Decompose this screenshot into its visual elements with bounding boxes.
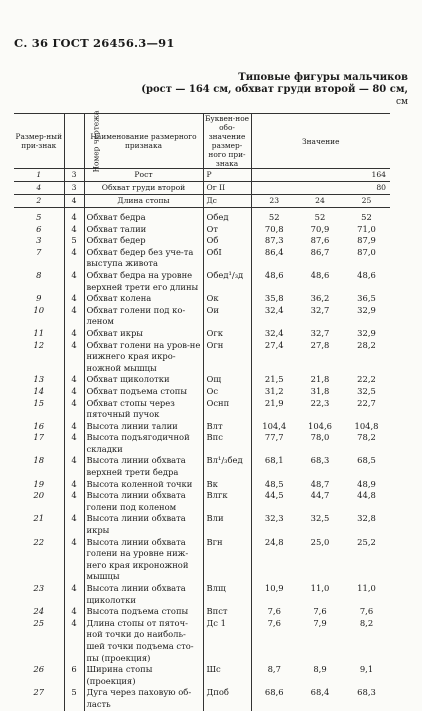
cell-sheet: 4 xyxy=(64,513,84,536)
cell-sheet: 4 xyxy=(64,374,84,386)
cell-name: Обхват голени под ко-леном xyxy=(84,305,203,328)
cell-sheet: 3 xyxy=(64,169,84,182)
cell-value-2: 21,8 xyxy=(310,374,330,385)
cell-name: Обхват икры xyxy=(84,328,203,340)
cell-sheet: 4 xyxy=(64,398,84,421)
cell-value-3: 32,8 xyxy=(357,513,376,524)
cell-value-3: 87,0 xyxy=(357,246,376,257)
cell-sheet: 4 xyxy=(64,195,84,208)
cell-value-2: 48,6 xyxy=(310,269,330,280)
cell-sheet: 4 xyxy=(64,208,84,224)
cell-sym: Вли xyxy=(203,513,251,536)
cell-num: 24 xyxy=(33,606,45,617)
cell-num: 18 xyxy=(33,455,45,466)
cell-sym: Обед xyxy=(203,208,251,224)
cell-value-3: 32,9 xyxy=(357,327,376,338)
cell-value-1: 48,5 xyxy=(251,479,297,491)
cell-value-2: 25,0 xyxy=(310,536,330,547)
title-line-1: Типовые фигуры мальчиков xyxy=(238,72,408,83)
cell-value-3: 32,9 xyxy=(357,304,376,315)
cell-sheet: 5 xyxy=(64,235,84,247)
cell-sym: Огк xyxy=(203,328,251,340)
cell-value-2: 104,6 xyxy=(308,420,332,431)
cell-name: Обхват талии xyxy=(84,224,203,236)
cell-sheet: 4 xyxy=(64,490,84,513)
cell-sheet: 4 xyxy=(64,270,84,293)
cell-name: Высота подъема стопы xyxy=(84,606,203,618)
cell-value-1: 21,5 xyxy=(251,374,297,386)
table-row xyxy=(14,490,390,513)
cell-value-2: 22,3 xyxy=(310,397,330,408)
cell-name: Высота коленной точки xyxy=(84,479,203,491)
cell-value-3: 8,2 xyxy=(359,617,374,628)
cell-sheet: 4 xyxy=(64,421,84,433)
cell-value-3: 25 xyxy=(343,195,390,208)
table-row xyxy=(14,328,390,340)
cell-sheet: 4 xyxy=(64,386,84,398)
cell-value-1: 32,3 xyxy=(251,513,297,536)
cell-name: Обхват бедра xyxy=(84,208,203,224)
cell-sheet: 4 xyxy=(64,537,84,583)
cell-num: 14 xyxy=(33,385,45,396)
table-row xyxy=(14,386,390,398)
cell-sheet: 4 xyxy=(64,479,84,491)
cell-name: Обхват подъема стопы xyxy=(84,386,203,398)
cell-num: 21 xyxy=(33,513,45,524)
cell-value-3: 11,0 xyxy=(357,583,376,593)
cell-num: 1 xyxy=(14,169,64,182)
cell-value-2: 44,7 xyxy=(310,490,330,501)
table-row xyxy=(14,374,390,386)
cell-name: Длина стопы от пяточ-ной точки до наиболь-шей точки подъема сто-пы (проекция) xyxy=(84,618,203,664)
cell-sym: Об xyxy=(203,235,251,247)
cell-value-2: 68,4 xyxy=(310,687,330,698)
title-line-2: (рост — 164 см, обхват груди второй — 80 см, xyxy=(141,84,408,95)
cell-name: Обхват колена xyxy=(84,293,203,305)
summary-row xyxy=(14,169,390,182)
cell-value-2: 86,7 xyxy=(310,246,330,257)
table-row xyxy=(14,247,390,270)
cell-sheet: 4 xyxy=(64,305,84,328)
cell-sheet: 4 xyxy=(64,247,84,270)
cell-value-1: 10,9 xyxy=(251,583,297,606)
cell-value-1: 31,2 xyxy=(251,386,297,398)
col-header-values: Значение xyxy=(251,114,390,169)
cell-sym: Ос xyxy=(203,386,251,398)
cell-num: 16 xyxy=(33,420,45,431)
cell-value-2: 87,6 xyxy=(310,235,330,246)
cell-sym: Дпоб xyxy=(203,687,251,710)
cell-name: Рост xyxy=(84,169,203,182)
col-header-num: Размер-ный при-знак xyxy=(14,114,64,169)
table-header-row xyxy=(14,114,390,169)
cell-value-2: 8,9 xyxy=(313,664,327,675)
cell-sym: Влщ xyxy=(203,583,251,606)
cell-sym: Ок xyxy=(203,293,251,305)
cell-value-1: 86,4 xyxy=(251,247,297,270)
cell-value-2: 32,5 xyxy=(310,513,330,524)
cell-name: Высота линии обхвата щиколотки xyxy=(84,583,203,606)
col-header-sheet: Номер чертежа xyxy=(64,114,84,169)
cell-num: 15 xyxy=(33,397,45,408)
cell-num: 6 xyxy=(36,223,42,234)
cell-value-2: 27,8 xyxy=(310,339,330,350)
cell-value-2: 11,0 xyxy=(310,583,330,593)
cell-num: 27 xyxy=(33,687,45,698)
cell-name: Высота линии талии xyxy=(84,421,203,433)
cell-value-3: 52 xyxy=(361,212,372,222)
cell-value-1: 27,4 xyxy=(251,340,297,375)
cell-name: Высота подъягодичной складки xyxy=(84,432,203,455)
cell-num: 5 xyxy=(36,212,42,222)
cell-num: 11 xyxy=(33,327,45,338)
cell-value-2: 31,8 xyxy=(310,385,330,396)
cell-name: Высота линии обхвата голени на уровне ниж-него края икроножной мышцы xyxy=(84,537,203,583)
cell-sheet: 4 xyxy=(64,224,84,236)
cell-sheet: 4 xyxy=(64,606,84,618)
cell-num: 25 xyxy=(33,617,45,628)
cell-value-3: 25,2 xyxy=(357,536,376,547)
cell-num: 4 xyxy=(14,182,64,195)
cell-name: Высота линии обхвата икры xyxy=(84,513,203,536)
cell-value-1: 68,6 xyxy=(251,687,297,710)
cell-sym: Вк xyxy=(203,479,251,491)
cell-value-1: 7,6 xyxy=(251,606,297,618)
cell-sym: Оснп xyxy=(203,398,251,421)
cell-value-3: 87,9 xyxy=(357,235,376,246)
cell-num: 20 xyxy=(33,490,45,501)
cell-name: Обхват бедра на уровне верхней трети его длины xyxy=(84,270,203,293)
cell-num: 13 xyxy=(33,374,45,385)
cell-value-1: 32,4 xyxy=(251,305,297,328)
cell-value-3: 44,8 xyxy=(357,490,376,501)
cell-value-2: 52 xyxy=(314,212,326,222)
cell-num: 2 xyxy=(14,195,64,208)
table-row xyxy=(14,455,390,478)
page-header: С. 36 ГОСТ 26456.3—91 xyxy=(14,36,175,50)
table-row xyxy=(14,270,390,293)
table-row xyxy=(14,293,390,305)
table-row xyxy=(14,235,390,247)
table-row xyxy=(14,432,390,455)
cell-value-3: 68,5 xyxy=(357,455,376,466)
table-title xyxy=(108,72,408,108)
cell-sym: Огн xyxy=(203,340,251,375)
table-row xyxy=(14,421,390,433)
table-row xyxy=(14,664,390,687)
cell-value-1: 68,1 xyxy=(251,455,297,478)
table-row xyxy=(14,208,390,224)
cell-sheet: 3 xyxy=(64,182,84,195)
cell-sym: ОбI xyxy=(203,247,251,270)
cell-num: 3 xyxy=(36,235,42,246)
cell-value-3: 22,7 xyxy=(357,397,376,408)
cell-value-3: 48,9 xyxy=(357,478,376,489)
cell-value-1: 52 xyxy=(251,208,297,224)
cell-name: Ширина стопы (проекция) xyxy=(84,664,203,687)
cell-num: 19 xyxy=(33,478,45,489)
cell-value-2: 48,7 xyxy=(310,478,330,489)
cell-value-3: 32,5 xyxy=(357,385,376,396)
cell-value-3: 36,5 xyxy=(357,293,376,304)
cell-value-3: 104,8 xyxy=(354,420,379,431)
cell-sym: Обед¹/₃д xyxy=(203,270,251,293)
cell-value-2: 7,9 xyxy=(313,617,327,628)
cell-name: Длина стопы xyxy=(84,195,203,208)
summary-row xyxy=(14,195,390,208)
table-row xyxy=(14,583,390,606)
cell-sym: Дс 1 xyxy=(203,618,251,664)
table-row xyxy=(14,513,390,536)
cell-name: Обхват бедер без уче-та выступа живота xyxy=(84,247,203,270)
cell-value-3: 7,6 xyxy=(359,606,374,617)
cell-value-3: 22,2 xyxy=(357,374,376,385)
cell-num: 17 xyxy=(33,432,45,443)
cell-sheet: 4 xyxy=(64,455,84,478)
cell-name: Обхват груди второй xyxy=(84,182,203,195)
cell-value-2: 36,2 xyxy=(310,293,330,304)
cell-value-2: 70,9 xyxy=(310,223,330,234)
cell-value-1: 87,3 xyxy=(251,235,297,247)
cell-value-3: 71,0 xyxy=(357,223,376,234)
cell-value: 164 xyxy=(251,169,390,182)
col-header-name: Наименование размерного признака xyxy=(84,114,203,169)
cell-name: Высота линии обхвата верхней трети бедра xyxy=(84,455,203,478)
cell-value-3: 68,3 xyxy=(357,687,376,698)
table-row xyxy=(14,340,390,375)
cell-sym: От xyxy=(203,224,251,236)
cell-value-2: 78,0 xyxy=(310,432,330,443)
cell-sym: Вл¹/₃бед xyxy=(203,455,251,478)
cell-value-1: 24,8 xyxy=(251,537,297,583)
cell-value: 80 xyxy=(251,182,390,195)
cell-value-1: 70,8 xyxy=(251,224,297,236)
cell-num: 26 xyxy=(33,664,45,675)
cell-value-3: 28,2 xyxy=(357,339,376,350)
cell-sheet: 5 xyxy=(64,687,84,710)
cell-num: 7 xyxy=(36,246,42,257)
cell-value-1: 77,7 xyxy=(251,432,297,455)
cell-value-1: 21,9 xyxy=(251,398,297,421)
cell-sym: Дс xyxy=(203,195,251,208)
col-header-sym: Буквен-ное обо-значение размер-ного при-знака xyxy=(204,114,250,168)
table-body xyxy=(14,169,390,711)
cell-sheet: 4 xyxy=(64,293,84,305)
cell-value-1: 104,4 xyxy=(251,421,297,433)
cell-sym: Вгн xyxy=(203,537,251,583)
cell-value-3: 78,2 xyxy=(357,432,376,443)
measurements-table xyxy=(14,110,390,711)
cell-value-3: 9,1 xyxy=(359,664,374,675)
cell-name: Дуга через паховую об-ласть xyxy=(84,687,203,710)
cell-num: 22 xyxy=(33,536,45,547)
table-row xyxy=(14,398,390,421)
cell-num: 10 xyxy=(33,304,45,315)
cell-value-1: 44,5 xyxy=(251,490,297,513)
cell-value-3: 48,6 xyxy=(357,269,376,280)
cell-sym: Впс xyxy=(203,432,251,455)
cell-sym: Шс xyxy=(203,664,251,687)
cell-value-2: 68,3 xyxy=(310,455,330,466)
cell-name: Обхват щиколотки xyxy=(84,374,203,386)
table-row xyxy=(14,606,390,618)
cell-sheet: 4 xyxy=(64,340,84,375)
table-row xyxy=(14,618,390,664)
cell-sheet: 4 xyxy=(64,583,84,606)
cell-value-2: 7,6 xyxy=(313,606,327,617)
cell-value-2: 24 xyxy=(297,195,343,208)
cell-sheet: 4 xyxy=(64,328,84,340)
cell-value-2: 32,7 xyxy=(310,304,330,315)
cell-sheet: 6 xyxy=(64,664,84,687)
cell-name: Обхват голени на уров-не нижнего края икро-ножной мышцы xyxy=(84,340,203,375)
cell-num: 9 xyxy=(36,293,42,304)
cell-value-1: 32,4 xyxy=(251,328,297,340)
cell-value-1: 8,7 xyxy=(251,664,297,687)
cell-num: 8 xyxy=(36,269,42,280)
table-row xyxy=(14,305,390,328)
summary-row xyxy=(14,182,390,195)
title-line-3: см xyxy=(395,97,408,107)
cell-value-1: 7,6 xyxy=(251,618,297,664)
cell-value-1: 48,6 xyxy=(251,270,297,293)
cell-sym: Ощ xyxy=(203,374,251,386)
cell-sym: Впст xyxy=(203,606,251,618)
cell-value-2: 32,7 xyxy=(310,327,330,338)
cell-value-1: 23 xyxy=(251,195,297,208)
cell-name: Обхват бедер xyxy=(84,235,203,247)
table-row xyxy=(14,687,390,710)
cell-sym: Влгк xyxy=(203,490,251,513)
cell-sym: Влт xyxy=(203,421,251,433)
table-row xyxy=(14,479,390,491)
cell-num: 23 xyxy=(33,583,45,593)
cell-name: Высота линии обхвата голени под коленом xyxy=(84,490,203,513)
cell-value-1: 35,8 xyxy=(251,293,297,305)
cell-sheet: 4 xyxy=(64,618,84,664)
cell-sheet: 4 xyxy=(64,432,84,455)
cell-sym: Ои xyxy=(203,305,251,328)
table-row xyxy=(14,224,390,236)
cell-name: Обхват стопы через пяточный пучок xyxy=(84,398,203,421)
cell-num: 12 xyxy=(33,339,45,350)
cell-sym: Ог II xyxy=(203,182,251,195)
table-row xyxy=(14,537,390,583)
cell-sym: Р xyxy=(203,169,251,182)
